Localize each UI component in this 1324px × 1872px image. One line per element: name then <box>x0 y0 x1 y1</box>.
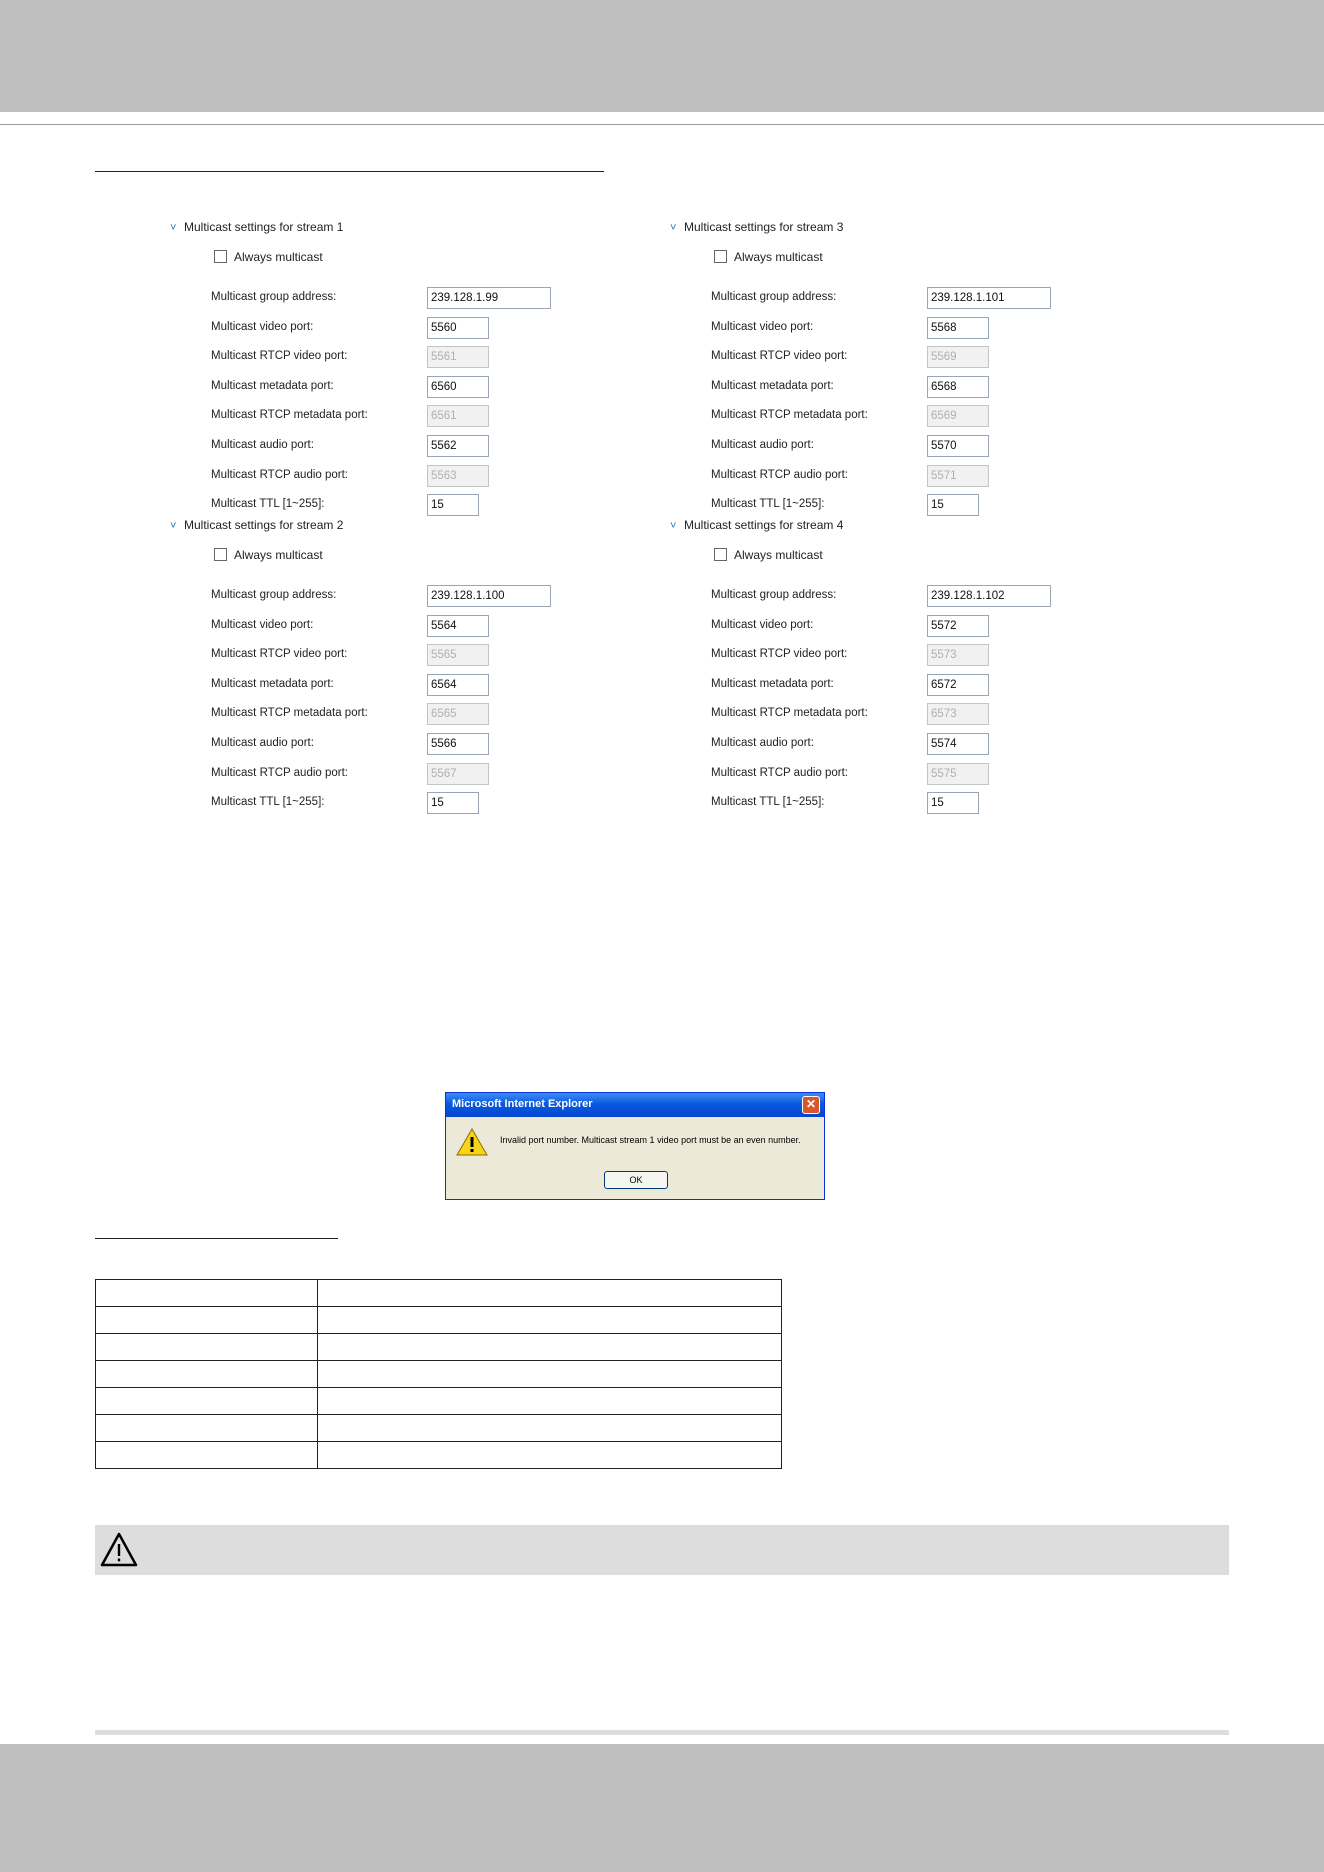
field-label: Multicast video port: <box>211 320 314 333</box>
dialog-message: Invalid port number. Multicast stream 1 video port must be an even number. <box>500 1135 801 1145</box>
table-row <box>96 1388 782 1415</box>
always-multicast-checkbox[interactable] <box>714 250 727 263</box>
stream-title[interactable] <box>670 220 843 234</box>
table-cell <box>318 1280 782 1307</box>
always-multicast-checkbox[interactable] <box>214 250 227 263</box>
table-cell <box>96 1334 318 1361</box>
field-input[interactable]: 6568 <box>927 376 989 398</box>
field-input[interactable]: 15 <box>427 792 479 814</box>
chevron-down-icon[interactable]: ˅ <box>670 520 677 532</box>
field-input: 5563 <box>427 465 489 487</box>
field-input: 5567 <box>427 763 489 785</box>
field-label: Multicast group address: <box>711 589 837 601</box>
field-input: 5565 <box>427 644 489 666</box>
field-input[interactable]: 5568 <box>927 317 989 339</box>
error-dialog <box>445 1092 825 1200</box>
field-label: Multicast audio port: <box>711 737 814 749</box>
field-input: 5575 <box>927 763 989 785</box>
header-divider <box>0 124 1324 125</box>
always-multicast-label: Always multicast <box>734 548 823 562</box>
table-row <box>96 1307 782 1334</box>
field-label: Multicast RTCP audio port: <box>211 766 348 779</box>
stream-title-text: Multicast settings for stream 4 <box>684 518 844 532</box>
subsection-heading-underline <box>95 1238 338 1239</box>
always-multicast-label: Always multicast <box>234 548 323 562</box>
table-cell <box>96 1388 318 1415</box>
always-multicast-option[interactable] <box>714 548 823 562</box>
always-multicast-label: Always multicast <box>234 250 323 264</box>
dialog-title-bar[interactable] <box>446 1093 824 1117</box>
table-row <box>96 1442 782 1469</box>
table-cell <box>318 1307 782 1334</box>
field-label: Multicast RTCP audio port: <box>711 766 848 779</box>
field-label: Multicast metadata port: <box>711 677 834 690</box>
stream-title-text: Multicast settings for stream 3 <box>684 220 844 234</box>
field-label: Multicast group address: <box>211 589 337 601</box>
field-input: 5573 <box>927 644 989 666</box>
field-label: Multicast group address: <box>211 291 337 303</box>
footer-divider <box>95 1730 1229 1735</box>
field-input[interactable]: 6560 <box>427 376 489 398</box>
field-label: Multicast RTCP audio port: <box>211 468 348 481</box>
always-multicast-option[interactable] <box>214 250 323 264</box>
field-input[interactable]: 5570 <box>927 435 989 457</box>
caution-notice <box>95 1525 1229 1575</box>
field-input: 5571 <box>927 465 989 487</box>
field-input: 5569 <box>927 346 989 368</box>
field-label: Multicast RTCP audio port: <box>711 468 848 481</box>
field-label: Multicast metadata port: <box>711 379 834 392</box>
section-heading-underline <box>95 171 604 172</box>
dialog-title: Microsoft Internet Explorer <box>452 1098 593 1110</box>
field-label: Multicast audio port: <box>211 439 314 451</box>
table-row <box>96 1415 782 1442</box>
stream-title[interactable] <box>670 518 843 532</box>
field-label: Multicast group address: <box>711 291 837 303</box>
table-cell <box>96 1361 318 1388</box>
table-cell <box>318 1388 782 1415</box>
field-label: Multicast TTL [1~255]: <box>211 796 325 809</box>
field-input[interactable]: 5572 <box>927 615 989 637</box>
always-multicast-checkbox[interactable] <box>214 548 227 561</box>
field-input[interactable]: 5564 <box>427 615 489 637</box>
field-input[interactable]: 15 <box>927 494 979 516</box>
always-multicast-option[interactable] <box>214 548 323 562</box>
field-input: 6561 <box>427 405 489 427</box>
ok-button[interactable]: OK <box>604 1171 668 1189</box>
header-band <box>0 0 1324 112</box>
table-cell <box>96 1280 318 1307</box>
table-cell <box>318 1361 782 1388</box>
field-label: Multicast RTCP metadata port: <box>211 707 368 720</box>
field-input[interactable]: 5566 <box>427 733 489 755</box>
always-multicast-label: Always multicast <box>734 250 823 264</box>
field-input[interactable]: 15 <box>927 792 979 814</box>
field-label: Multicast TTL [1~255]: <box>211 498 325 511</box>
field-label: Multicast video port: <box>711 320 814 333</box>
always-multicast-option[interactable] <box>714 250 823 264</box>
chevron-down-icon[interactable]: ˅ <box>170 222 177 234</box>
chevron-down-icon[interactable]: ˅ <box>170 520 177 532</box>
footer-band <box>0 1744 1324 1872</box>
table-row <box>96 1361 782 1388</box>
field-label: Multicast video port: <box>211 618 314 631</box>
field-label: Multicast RTCP video port: <box>711 350 848 363</box>
field-input: 5561 <box>427 346 489 368</box>
warning-icon <box>456 1127 488 1157</box>
always-multicast-checkbox[interactable] <box>714 548 727 561</box>
table-cell <box>96 1442 318 1469</box>
field-input[interactable]: 6564 <box>427 674 489 696</box>
settings-table <box>95 1279 782 1469</box>
table-row <box>96 1334 782 1361</box>
table-cell <box>318 1442 782 1469</box>
field-label: Multicast RTCP metadata port: <box>711 707 868 720</box>
field-input[interactable]: 5562 <box>427 435 489 457</box>
table-row <box>96 1280 782 1307</box>
field-label: Multicast RTCP video port: <box>211 350 348 363</box>
field-input: 6573 <box>927 703 989 725</box>
table-cell <box>96 1307 318 1334</box>
caution-icon <box>99 1531 139 1569</box>
field-label: Multicast RTCP video port: <box>711 648 848 661</box>
field-label: Multicast TTL [1~255]: <box>711 498 825 511</box>
field-label: Multicast metadata port: <box>211 677 334 690</box>
stream-title[interactable] <box>170 518 343 532</box>
close-icon[interactable]: ✕ <box>802 1096 820 1114</box>
table-cell <box>96 1415 318 1442</box>
field-input[interactable]: 5560 <box>427 317 489 339</box>
stream-title-text: Multicast settings for stream 1 <box>184 220 344 234</box>
field-label: Multicast audio port: <box>711 439 814 451</box>
field-label: Multicast video port: <box>711 618 814 631</box>
field-input[interactable]: 6572 <box>927 674 989 696</box>
chevron-down-icon[interactable]: ˅ <box>670 222 677 234</box>
table-cell <box>318 1415 782 1442</box>
field-input[interactable]: 5574 <box>927 733 989 755</box>
field-label: Multicast metadata port: <box>211 379 334 392</box>
field-label: Multicast RTCP metadata port: <box>211 409 368 422</box>
field-input[interactable]: 239.128.1.100 <box>427 585 551 607</box>
field-label: Multicast RTCP metadata port: <box>711 409 868 422</box>
stream-title[interactable] <box>170 220 343 234</box>
field-label: Multicast RTCP video port: <box>211 648 348 661</box>
table-cell <box>318 1334 782 1361</box>
field-input[interactable]: 239.128.1.102 <box>927 585 1051 607</box>
field-input[interactable]: 239.128.1.101 <box>927 287 1051 309</box>
field-label: Multicast audio port: <box>211 737 314 749</box>
field-label: Multicast TTL [1~255]: <box>711 796 825 809</box>
stream-title-text: Multicast settings for stream 2 <box>184 518 344 532</box>
field-input[interactable]: 15 <box>427 494 479 516</box>
field-input: 6565 <box>427 703 489 725</box>
field-input[interactable]: 239.128.1.99 <box>427 287 551 309</box>
field-input: 6569 <box>927 405 989 427</box>
